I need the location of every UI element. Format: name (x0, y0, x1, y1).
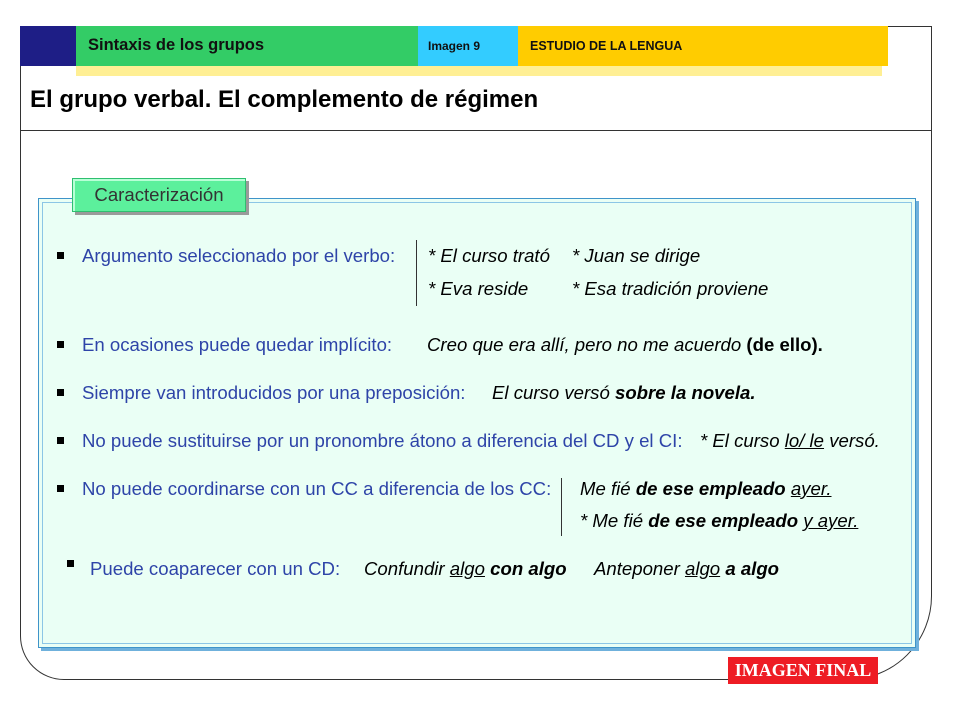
header-image-label: Imagen 9 (428, 39, 481, 53)
header-shadow-strip (76, 66, 882, 76)
header-subject (518, 26, 888, 66)
example-complement: sobre la novela. (614, 382, 756, 403)
square-bullet-icon (57, 485, 64, 492)
item-label: Siempre van introducidos por una preposición: (82, 382, 466, 403)
example-text: * El curso trató (428, 245, 550, 266)
header-subject-label: ESTUDIO DE LA LENGUA (530, 39, 683, 53)
example-text: * El curso (700, 430, 780, 451)
page-title: El grupo verbal. El complemento de régimen (30, 86, 539, 113)
example-verb: Me fié (580, 478, 631, 499)
example-verb: Confundir (364, 558, 445, 579)
square-bullet-icon (57, 437, 64, 444)
example-cd: algo (684, 558, 721, 579)
example-complement: a algo (725, 558, 780, 579)
square-bullet-icon (67, 560, 74, 567)
example-cd: algo (449, 558, 485, 579)
example-sentence (364, 558, 567, 580)
square-bullet-icon (57, 341, 64, 348)
example-text: * Esa tradición proviene (572, 278, 769, 299)
item-label: Argumento seleccionado por el verbo: (82, 245, 396, 266)
example-cc: ayer. (790, 478, 832, 499)
item-label: En ocasiones puede quedar implícito: (82, 334, 393, 355)
item-label: Puede coaparecer con un CD: (90, 558, 341, 579)
example-sentence (700, 430, 880, 452)
example-text: El curso versó (492, 382, 610, 403)
header-section (76, 26, 418, 66)
example-text: Creo que era allí, pero no me acuerdo (427, 334, 742, 355)
item-label: No puede coordinarse con un CC a diferencia de los CC: (82, 478, 552, 499)
tab-caracterizacion: Caracterización (72, 178, 246, 212)
header-navy-block (20, 26, 76, 66)
header-image-tag (418, 26, 518, 66)
square-bullet-icon (57, 252, 64, 259)
example-divider (561, 478, 562, 536)
example-sentence (594, 558, 779, 580)
example-complement: de ese empleado (648, 510, 799, 531)
example-complement: con algo (490, 558, 567, 579)
example-sentence (427, 334, 823, 356)
title-divider (20, 130, 932, 131)
example-sentence (580, 478, 832, 500)
example-verb: Anteponer (594, 558, 680, 579)
example-text: * Eva reside (428, 278, 529, 299)
example-cc: y ayer. (803, 510, 859, 531)
square-bullet-icon (57, 389, 64, 396)
header-section-label: Sintaxis de los grupos (88, 36, 265, 54)
example-complement: (de ello). (746, 334, 823, 355)
example-sentence (492, 382, 756, 404)
example-verb: * Me fié (580, 510, 644, 531)
example-pronoun: lo/ le (784, 430, 825, 451)
example-divider (416, 240, 417, 306)
item-label: No puede sustituirse por un pronombre átono a diferencia del CD y el CI: (82, 430, 683, 451)
final-image-button[interactable]: IMAGEN FINAL (728, 657, 878, 684)
example-text: * Juan se dirige (572, 245, 701, 266)
example-text: versó. (829, 430, 880, 451)
example-complement: de ese empleado (635, 478, 786, 499)
example-sentence (580, 510, 858, 532)
